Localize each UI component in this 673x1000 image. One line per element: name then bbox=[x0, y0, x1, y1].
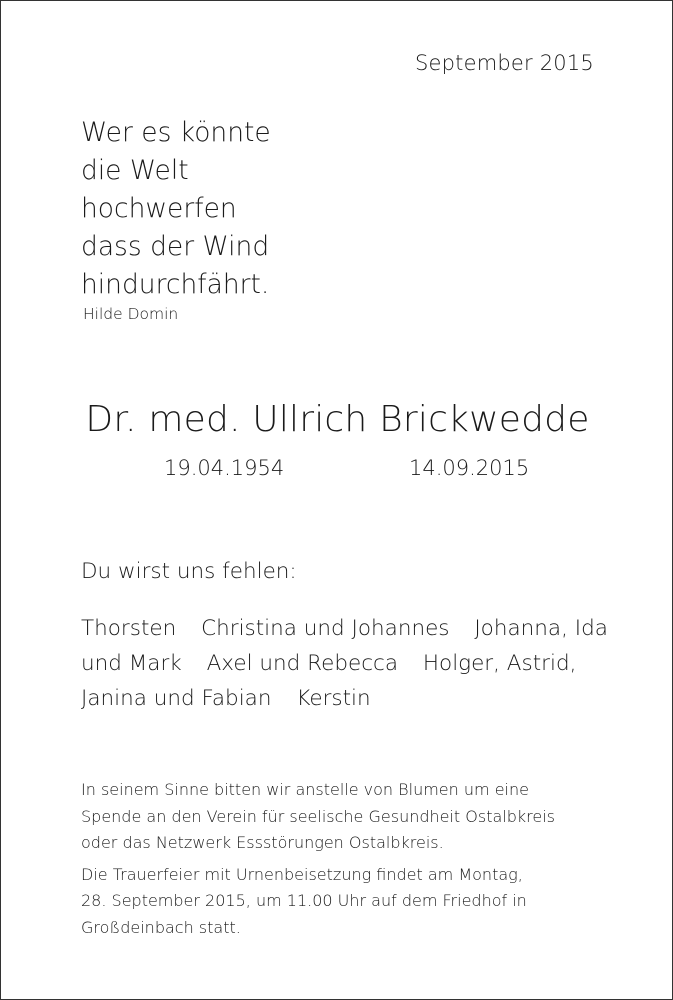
deceased-name: Dr. med. Ullrich Brickwedde bbox=[85, 399, 590, 440]
note-line: Spende an den Verein für seelische Gesundheit Ostalbkreis bbox=[81, 806, 556, 826]
mourners-intro: Du wirst uns fehlen: bbox=[81, 559, 297, 584]
mourner-name: Thorsten bbox=[81, 616, 177, 641]
mourners-line bbox=[81, 681, 621, 716]
death-date: 14.09.2015 bbox=[409, 456, 530, 480]
poem-author: Hilde Domin bbox=[83, 305, 179, 323]
poem-line: hindurchfährt. bbox=[81, 269, 270, 300]
mourner-name: Axel und Rebecca bbox=[206, 651, 399, 676]
note-line: In seinem Sinne bitten wir anstelle von Blumen um eine bbox=[81, 780, 529, 799]
publication-date: September 2015 bbox=[415, 51, 594, 75]
notes bbox=[81, 777, 581, 941]
mourners-line bbox=[81, 646, 621, 681]
donation-note bbox=[81, 777, 581, 857]
mourner-name: Holger, Astrid, bbox=[422, 651, 577, 676]
poem-line: Wer es könnte bbox=[81, 117, 271, 148]
birth-date: 19.04.1954 bbox=[164, 456, 285, 480]
note-line: 28. September 2015, um 11.00 Uhr auf dem Friedhof in bbox=[81, 891, 527, 910]
mourner-name: Kerstin bbox=[296, 686, 371, 711]
note-line: Die Trauerfeier mit Urnenbeisetzung findet am Montag, bbox=[81, 864, 523, 884]
poem-line: dass der Wind bbox=[81, 231, 270, 262]
poem-line: hochwerfen bbox=[81, 193, 237, 224]
mourner-name: Johanna, Ida bbox=[474, 616, 608, 641]
mourners-line bbox=[81, 611, 621, 646]
note-line: oder das Netzwerk Essstörungen Ostalbkreis. bbox=[81, 833, 444, 852]
poem-line: die Welt bbox=[81, 155, 189, 186]
funeral-note bbox=[81, 862, 581, 942]
mourner-name: Christina und Johannes bbox=[201, 616, 450, 641]
mourner-name: und Mark bbox=[81, 651, 182, 676]
poem bbox=[81, 114, 271, 323]
mourner-name: Janina und Fabian bbox=[81, 686, 272, 711]
mourners-list bbox=[81, 611, 621, 716]
note-line: Großdeinbach statt. bbox=[81, 917, 241, 937]
